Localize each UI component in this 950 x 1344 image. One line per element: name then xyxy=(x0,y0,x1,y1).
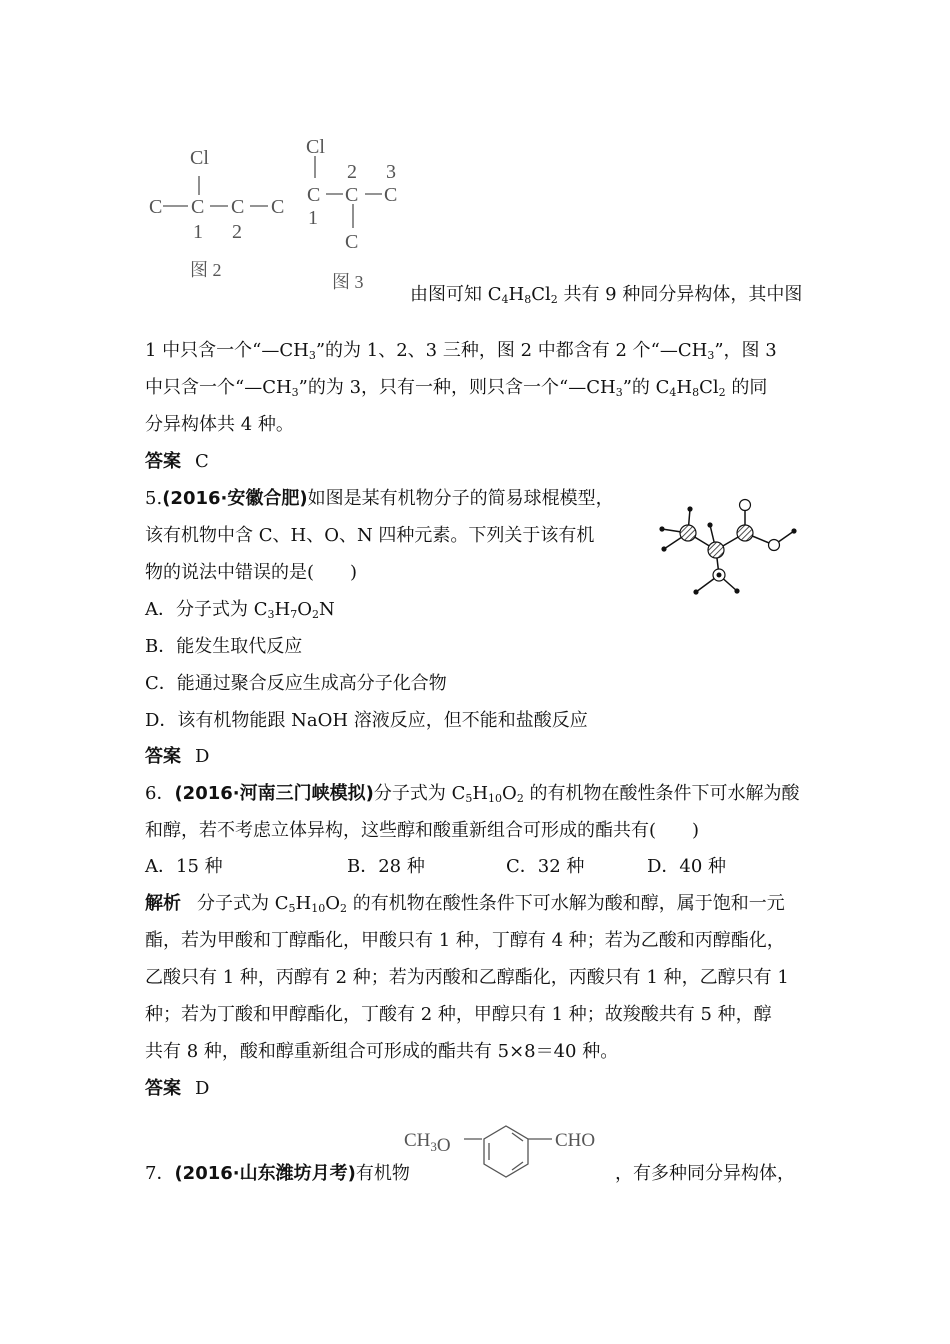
answer-value: C xyxy=(195,451,209,472)
question-6-stem: 6．(2016·河南三门峡模拟)分子式为 $C_5H_{10}O_2$ 的有机物在酸性条件下可水解为酸 xyxy=(145,783,800,805)
answer-value: D xyxy=(195,1078,210,1099)
answer-label: 答案 xyxy=(145,451,181,472)
question-7-stem: ，有多种同分异构体， xyxy=(615,1163,795,1184)
carbon-number: 2 xyxy=(232,221,242,243)
answer-6 xyxy=(145,1078,209,1100)
explanation-line: 中只含一个“$—CH_3$”的为 3，只有一种，则只含一个“$—CH_3$”的 $C_4H_8Cl_2$ 的同 xyxy=(145,377,768,399)
explanation-line: 由图可知 $C_4H_8Cl_2$ 共有 9 种同分异构体，其中图 xyxy=(410,284,803,306)
aldehyde-group: CHO xyxy=(555,1130,596,1151)
option-d: D．40 种 xyxy=(647,856,727,877)
question-5-stem: 物的说法中错误的是( ) xyxy=(145,562,358,583)
atom-c: C xyxy=(231,196,245,218)
analysis-6: 解析 分子式为 $C_5H_{10}O_2$ 的有机物在酸性条件下可水解为酸和醇，属于饱和一元 xyxy=(145,893,785,915)
figure-3-structure xyxy=(300,128,415,298)
question-5-stem: 5.(2016·安徽合肥)如图是某有机物分子的简易球棍模型， xyxy=(145,488,614,509)
methoxybenzaldehyde-structure xyxy=(400,1118,620,1186)
analysis-line: 酯，若为甲酸和丁醇酯化，甲酸只有 1 种，丁醇有 4 种；若为乙酸和丙醇酯化， xyxy=(145,930,785,951)
atom-c: C xyxy=(345,231,359,253)
question-source: (2016·山东潍坊月考) xyxy=(174,1163,356,1184)
analysis-label: 解析 xyxy=(145,893,181,914)
atom-c: C xyxy=(191,196,205,218)
atom-c: C xyxy=(384,184,398,206)
explanation-line: 分异构体共 4 种。 xyxy=(145,414,294,435)
answer-value: D xyxy=(195,746,210,767)
option-a: A．分子式为 $C_3H_7O_2N$ xyxy=(145,599,335,621)
option-a: A．15 种 xyxy=(145,856,223,877)
carbon-number: 3 xyxy=(386,161,396,183)
carbon-number: 1 xyxy=(308,207,318,229)
question-number: 6． xyxy=(145,783,175,804)
atom-cl: Cl xyxy=(306,136,325,158)
analysis-line: 种；若为丁酸和甲醇酯化，丁酸有 2 种，甲醇只有 1 种；故羧酸共有 5 种，醇 xyxy=(145,1004,772,1025)
question-source: (2016·安徽合肥) xyxy=(162,488,308,509)
explanation-line: 1 中只含一个“$—CH_3$”的为 1、2、3 三种，图 2 中都含有 2 个“$—CH_3$”，图 3 xyxy=(145,340,777,362)
figure-caption: 图 3 xyxy=(332,272,364,292)
option-b: B．28 种 xyxy=(347,856,425,877)
analysis-line: 共有 8 种，酸和醇重新组合可形成的酯共有 5×8＝40 种。 xyxy=(145,1041,619,1062)
carbon-number: 2 xyxy=(347,161,357,183)
answer-label: 答案 xyxy=(145,1078,181,1099)
option-d: D．该有机物能跟 NaOH 溶液反应，但不能和盐酸反应 xyxy=(145,710,588,731)
option-b: B．能发生取代反应 xyxy=(145,636,303,657)
option-c: C．能通过聚合反应生成高分子化合物 xyxy=(145,673,447,694)
figure-2-structure xyxy=(140,140,300,290)
question-7-stem: 7．(2016·山东潍坊月考)有机物 xyxy=(145,1163,410,1184)
ball-stick-model xyxy=(650,495,810,600)
question-number: 5. xyxy=(145,488,163,509)
option-c: C．32 种 xyxy=(506,856,585,877)
carbon-number: 1 xyxy=(193,221,203,243)
atom-c: C xyxy=(271,196,285,218)
atom-c: C xyxy=(307,184,321,206)
answer-label: 答案 xyxy=(145,746,181,767)
figure-caption: 图 2 xyxy=(190,260,222,280)
atom-cl: Cl xyxy=(190,147,209,169)
atom-c: C xyxy=(149,196,163,218)
answer-5 xyxy=(145,746,209,768)
question-source: (2016·河南三门峡模拟) xyxy=(174,783,374,804)
analysis-line: 乙酸只有 1 种，丙醇有 2 种；若为丙酸和乙醇酯化，丙酸只有 1 种，乙醇只有 1 xyxy=(145,967,789,988)
question-5-stem: 该有机物中含 C、H、O、N 四种元素。下列关于该有机 xyxy=(145,525,595,546)
atom-c: C xyxy=(345,184,359,206)
answer-4 xyxy=(145,451,209,473)
question-6-stem: 和醇，若不考虑立体异构，这些醇和酸重新组合可形成的酯共有( ) xyxy=(145,820,700,841)
methoxy-group: $CH_3O$ xyxy=(404,1130,451,1156)
question-number: 7． xyxy=(145,1163,175,1184)
